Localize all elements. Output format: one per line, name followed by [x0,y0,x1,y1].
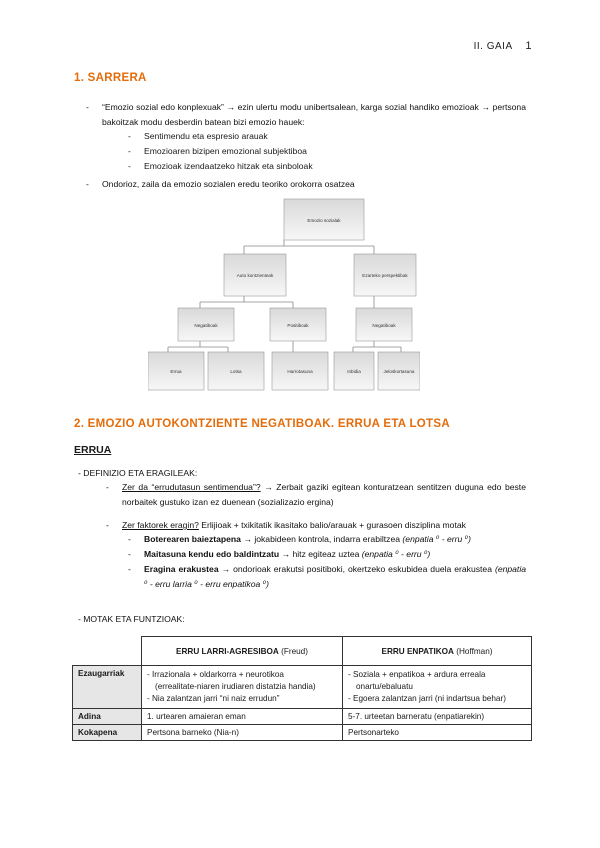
errua-heading: ERRUA [74,444,112,456]
row-label-kokapena: Kokapena [73,725,142,741]
factor-3-text: → ondorioak erakutsi positiboki, okertzeko eskubidea duela erakustea [218,564,495,574]
factor-1-text: → jokabideen kontrola, indarra erabiltzea [240,534,403,544]
factor-2-note: (enpatia ⁰ - erru ⁰) [361,549,431,559]
subbullet-2-text: Emozioaren bizipen emozional subjektiboa [144,146,307,156]
subbullet-2: - Emozioaren bizipen emozional subjektiboa [128,144,307,159]
col-header-2: ERRU ENPATIKOA (Hoffman) [343,637,532,666]
question-1: - Zer da “errudutasun sentimendua”? → Zerbait gaziki egitean konturatzean sentitzen duguna edo beste norbaitek gustuko izan ez duenean (sozializazio ergina) [106,482,526,507]
question-1-link: Zer da “errudutasun sentimendua”? [122,482,261,492]
factor-2-text: → hitz egiteaz uztea [279,549,362,559]
subbullet-3: - Emozioak izendaatzeko hitzak eta sinboloak [128,159,313,174]
subbullet-1-text: Sentimendu eta espresio arauak [144,131,268,141]
emotion-hierarchy-diagram [148,196,420,394]
table-cell: - Soziala + enpatikoa + ardura erreala onartu/ebaluatu - Egoera zalantzan jarri (ni indartsua behar) [343,666,532,709]
row-label-adina: Adina [73,709,142,725]
diagram-l3-label-5: Jeloskortasuna [383,369,415,374]
table-cell: - Irrazionala + oldarkorra + neurotikoa (errealitate-niaren irudiaren distatzia handia) - Nia zalantzan jarri “ni naiz errudun” [142,666,343,709]
diagram-l3-label-2: Lotsa [230,369,242,374]
table-cell: 5-7. urteetan barneratu (enpatiarekin) [343,709,532,725]
question-2-link: Zer faktorek eragin? [122,520,199,530]
factor-3-name: Eragina erakustea [144,564,219,574]
header-section: II. GAIA [473,41,513,52]
diagram-l2-label-2: Positiboak [287,323,309,328]
page-header [474,40,532,52]
bullet-1: - “Emozio sozial edo konplexuak” → ezin ulertu modu unibertsalean, karga sozial handiko emozioak → pertsona bakoitzak modu desberdin batean bizi emozio hauek: [86,100,526,129]
table-cell: Pertsona barneko (Nia-n) [142,725,343,741]
table-row [73,666,532,709]
diagram-l3-label-3: Harrotasuna [287,369,313,374]
bullet-2-text: Ondorioz, zaila da emozio sozialen eredu teoriko orokorra osatzea [102,179,355,189]
table-cell: 1. urtearen amaieran eman [142,709,343,725]
factor-1-note: (enpatia ⁰ - erru ⁰) [402,534,471,544]
question-1-answer: → Zerbait gaziki egitean konturatzean sentitzen duguna edo beste norbaitek gustuko izan ez duenean (sozializazio ergina) [122,482,526,507]
table-row [73,709,532,725]
question-2: - Zer faktorek eragin? Erlijioak + txikitatik ikasitako balio/arauak + gurasoen disziplina motak [106,520,466,530]
diagram-l1-label-1: Auto kontzienteak [236,273,274,278]
factor-3-note: (enpatia ⁰ - erru larria ⁰ - erru enpatikoa ⁰) [144,564,527,589]
diagram-l3-label-1: Errua [170,369,182,374]
definition-header: - DEFINIZIO ETA ERAGILEAK: [78,468,198,478]
types-header: - MOTAK ETA FUNTZIOAK: [78,614,185,624]
col-header-1: ERRU LARRI-AGRESIBOA (Freud) [142,637,343,666]
diagram-l2-label-3: Negatiboak [372,323,396,328]
subbullet-1: - Sentimendu eta espresio arauak [128,129,268,144]
table-row [73,725,532,741]
factor-1-name: Boterearen baieztapena [144,534,241,544]
error-types-table [72,636,532,741]
factor-1: - Boterearen baieztapena → jokabideen kontrola, indarra erabiltzea (enpatia ⁰ - erru ⁰) [128,534,471,544]
factor-2: - Maitasuna kendu edo baldintzatu → hitz egiteaz uztea (enpatia ⁰ - erru ⁰) [128,549,431,559]
table-header-row [73,637,532,666]
section1-title: 1. SARRERA [74,72,147,84]
diagram-l1-label-2: Ezarteko perspektibak [362,273,408,278]
page-number: 1 [525,40,532,52]
question-2-answer: Erlijioak + txikitatik ikasitako balio/arauak + gurasoen disziplina motak [198,520,466,530]
factor-3: - Eragina erakustea → ondorioak erakutsi positiboki, okertzeko eskubidea duela erakustea (enpatia ⁰ - erru larria ⁰ - erru enpatikoa ⁰) [128,564,527,589]
bullet-1-text: “Emozio sozial edo konplexuak” → ezin ulertu modu unibertsalean, karga sozial handiko emozioak → pertsona bakoitzak modu desberdin batean bizi emozio hauek: [102,102,526,127]
subbullet-3-text: Emozioak izendaatzeko hitzak eta sinboloak [144,161,313,171]
diagram-l3-label-4: Inbidia [347,369,361,374]
diagram-root-label: Emozio sozialak [307,218,341,223]
section2-title: 2. EMOZIO AUTOKONTZIENTE NEGATIBOAK. ERRUA ETA LOTSA [74,418,450,430]
bullet-2: - Ondorioz, zaila da emozio sozialen eredu teoriko orokorra osatzea [86,177,526,192]
row-label-ezaugarriak: Ezaugarriak [73,666,142,709]
table-cell: Pertsonarteko [343,725,532,741]
diagram-l2-label-1: Negatiboak [194,323,218,328]
factor-2-name: Maitasuna kendu edo baldintzatu [144,549,280,559]
